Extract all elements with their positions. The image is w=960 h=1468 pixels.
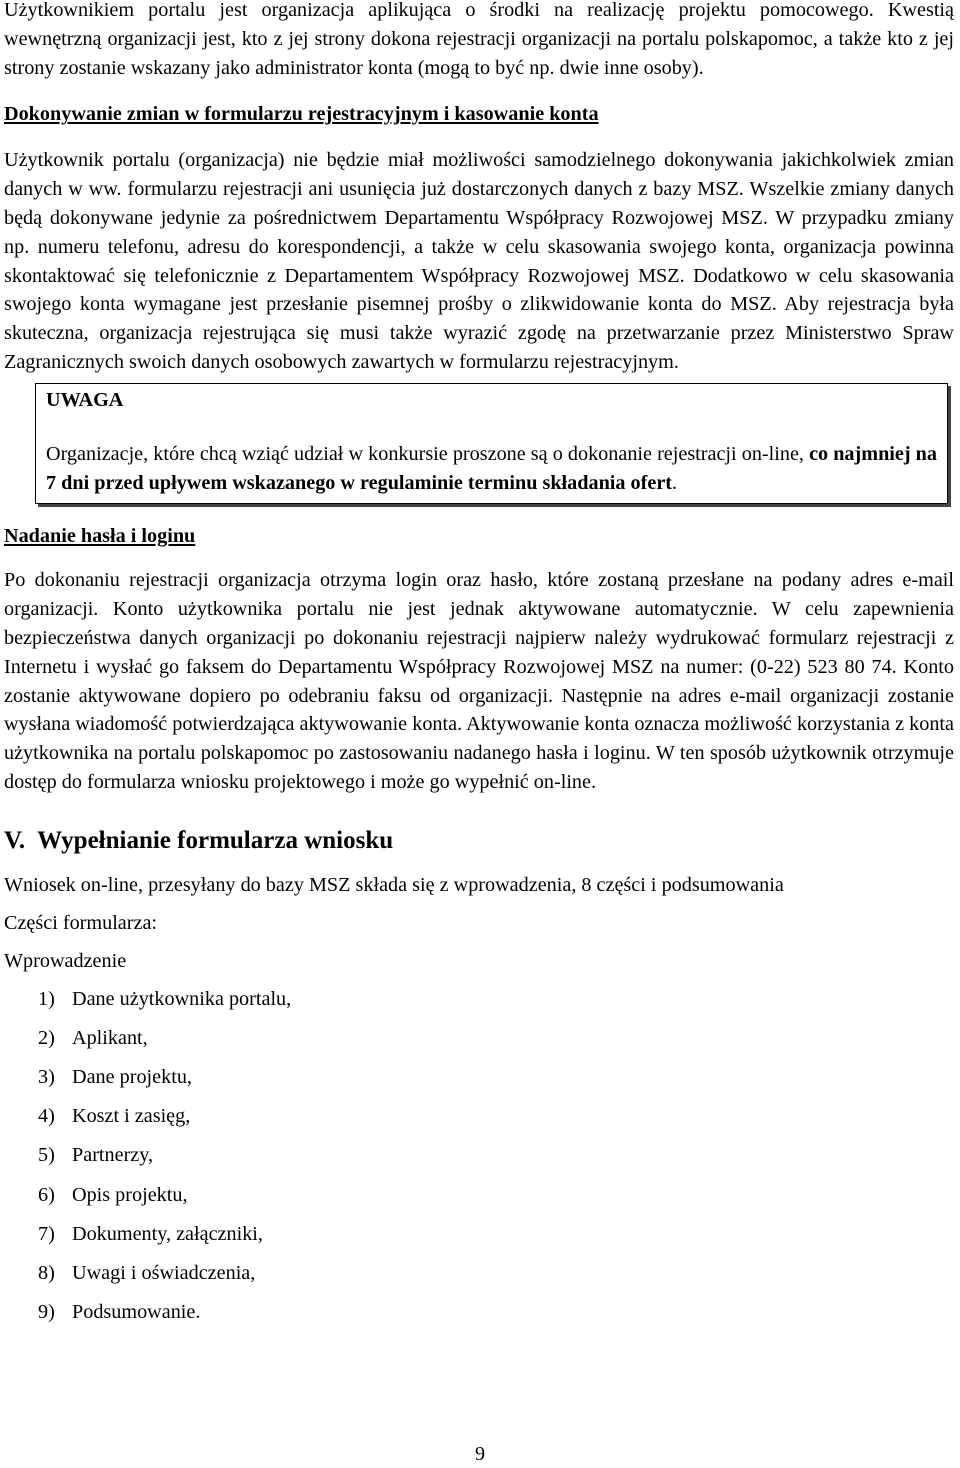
list-item — [4, 1298, 954, 1337]
list-item — [4, 1220, 954, 1259]
intro-sentence-1: Użytkownikiem portalu jest organizacja aplikująca o środki na realizację projektu pomocowego. — [4, 0, 874, 21]
list-item-label: Aplikant, — [72, 1026, 148, 1049]
list-item-index: 5) — [38, 1144, 55, 1167]
parts-label: Części formularza: — [4, 911, 158, 934]
chapter-title: Wypełnianie formularza wniosku — [37, 826, 394, 854]
document-page — [4, 0, 954, 1337]
note-body — [46, 440, 937, 498]
introduction-item: Wprowadzenie — [4, 949, 127, 972]
changes-text-3: numeru telefonu, adresu do korespondencji, a także w celu skasowania swojego konta, organizacja powinna skontaktować się telefonicznie z Departamentem Współpracy Rozwojowej MSZ. Dodatkowo w celu skasowania swojego konta wymagane jest przesłanie pisemnej prośby o zlikwidowanie konta do MSZ. Aby rejestracja była skuteczna, organizacja rejestrująca się musi także wyrazić zgodę na przetwarzanie przez Ministerstwo Spraw Zagranicznych swoich danych osobowych zawartych w formularzu rejestracyjnym. — [4, 235, 955, 373]
list-item — [4, 1181, 954, 1220]
changes-paragraph — [4, 146, 954, 376]
list-item-label: Dane użytkownika portalu, — [72, 987, 292, 1010]
list-item — [4, 985, 954, 1024]
chapter-number: V. — [4, 826, 26, 854]
list-item — [4, 1063, 954, 1102]
list-item-index: 9) — [38, 1301, 55, 1324]
intro-sentence-2: Kwestią wewnętrzną organizacji jest, kto z jej strony dokona rejestracji organizacji na portalu polskapomoc, a także kto z jej strony zostanie wskazany jako administrator konta (mogą to być np. dwie inne osoby). — [4, 0, 954, 79]
section-heading-password: Nadanie hasła i loginu — [4, 525, 196, 548]
list-item-index: 6) — [38, 1183, 55, 1206]
chapter-heading — [4, 825, 954, 857]
changes-text-2: formularzu rejestracji ani usunięcia już dostarczonych danych z bazy MSZ. Wszelkie zmiany danych będą dokonywane jedynie za pośrednictwem Departamentu Współpracy Rozwojowej MSZ. W przypadku zmiany np. — [4, 178, 954, 258]
page-number: 9 — [474, 1443, 486, 1465]
list-item — [4, 1102, 954, 1141]
note-text: Organizacje, które chcą wziąć udział w konkursie proszone są o dokonanie rejestracji on-line, — [46, 442, 804, 465]
list-item-label: Opis projektu, — [72, 1183, 188, 1206]
list-item-index: 3) — [38, 1066, 55, 1089]
section-heading-changes: Dokonywanie zmian w formularzu rejestracyjnym i kasowanie konta — [4, 103, 599, 126]
list-item-index: 4) — [38, 1105, 55, 1128]
changes-text-1: Użytkownik portalu (organizacja) nie będzie miał możliwości samodzielnego dokonywania jakichkolwiek zmian danych w ww. — [4, 149, 954, 201]
note-emphasis: co najmniej na 7 dni przed upływem wskazanego w regulaminie terminu składania ofert — [46, 442, 937, 494]
application-intro: Wniosek on-line, przesyłany do bazy MSZ składa się z wprowadzenia, 8 części i podsumowania — [4, 873, 784, 896]
list-item-index: 7) — [38, 1222, 55, 1245]
list-item-label: Koszt i zasięg, — [72, 1105, 191, 1128]
list-item — [4, 1141, 954, 1180]
form-parts-list — [4, 985, 954, 1338]
list-item-label: Podsumowanie. — [72, 1301, 201, 1324]
note-title: UWAGA — [46, 388, 124, 411]
note-end: . — [672, 471, 678, 494]
list-item-label: Partnerzy, — [72, 1144, 154, 1167]
list-item-index: 1) — [38, 987, 55, 1010]
list-item-index: 8) — [38, 1262, 55, 1285]
password-paragraph: Po dokonaniu rejestracji organizacja otrzyma login oraz hasło, które zostaną przesłane na podany adres e-mail organizacji. Konto użytkownika portalu nie jest jednak aktywowane automatycznie. W celu zapewnienia bezpieczeństwa danych organizacji po dokonaniu rejestracji najpierw należy wydrukować formularz rejestracji z Internetu i wysłać go faksem do Departamentu Współpracy Rozwojowej MSZ na numer: (0-22) 523 80 74. Konto zostanie aktywowane dopiero po odebraniu faksu od organizacji. Następnie na adres e-mail organizacji zostanie wysłana wiadomość potwierdzająca aktywowanie konta. Aktywowanie konta oznacza możliwość korzystania z konta użytkownika na portalu polskapomoc po zastosowaniu nadanego hasła i loginu. W ten sposób użytkownik otrzymuje dostęp do formularza wniosku projektowego i może go wypełnić on-line. — [4, 569, 954, 793]
list-item — [4, 1259, 954, 1298]
list-item-label: Uwagi i oświadczenia, — [72, 1262, 256, 1285]
list-item-label: Dane projektu, — [72, 1066, 192, 1089]
intro-paragraph — [4, 0, 954, 82]
list-item-label: Dokumenty, załączniki, — [72, 1222, 263, 1245]
list-item-index: 2) — [38, 1026, 55, 1049]
list-item — [4, 1024, 954, 1063]
warning-note-box — [35, 383, 948, 505]
